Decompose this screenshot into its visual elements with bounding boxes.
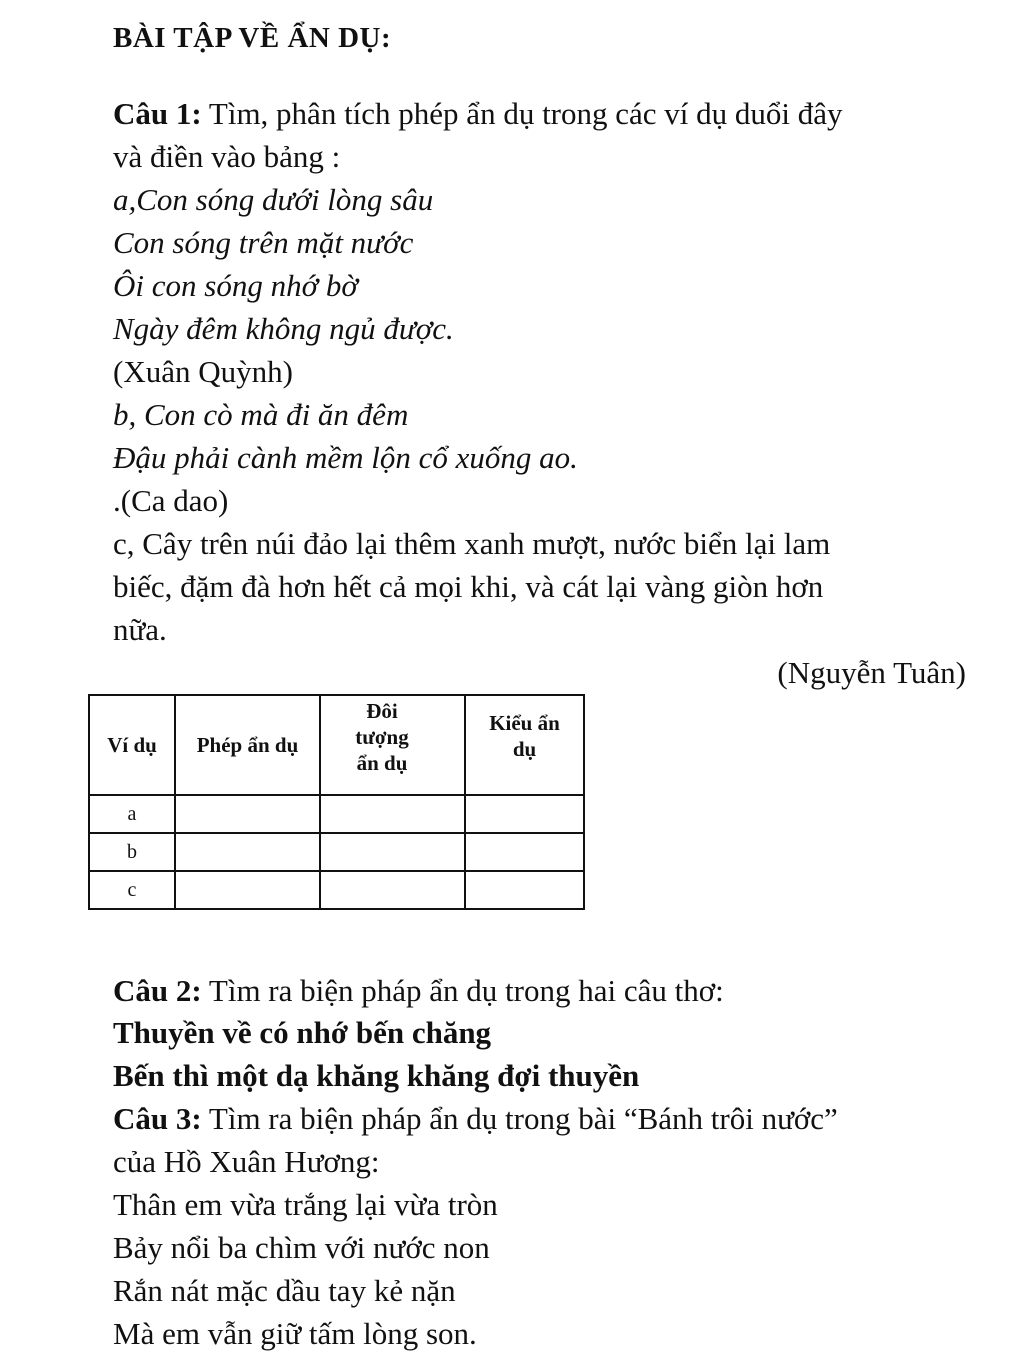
table-cell	[465, 871, 584, 909]
question-3-text: Tìm ra biện pháp ẩn dụ trong bài “Bánh trôi nước”	[201, 1101, 838, 1136]
table-cell: c	[89, 871, 175, 909]
example-c-author: (Nguyễn Tuân)	[777, 655, 966, 690]
question-2-poem-line-1: Thuyền về có nhớ bến chăng	[113, 1015, 492, 1050]
table-header-object-text: Đôi tượng ẩn dụ	[355, 699, 409, 775]
answer-table	[88, 694, 585, 910]
table-cell	[175, 795, 320, 833]
example-c-line-1: c, Cây trên núi đảo lại thêm xanh mượt, nước biển lại lam	[113, 526, 831, 561]
question-3-poem-line-4: Mà em vẫn giữ tấm lòng son.	[113, 1316, 477, 1351]
example-b-line-2: Đậu phải cành mềm lộn cổ xuống ao.	[113, 440, 578, 475]
table-header-type-text: Kiểu ẩn dụ	[489, 711, 560, 761]
example-a-line-2: Con sóng trên mặt nước	[113, 225, 414, 260]
table-cell: a	[89, 795, 175, 833]
question-2-label: Câu 2:	[113, 973, 202, 1008]
question-3-line-2: của Hồ Xuân Hương:	[113, 1144, 380, 1179]
question-2-line	[113, 973, 724, 1009]
table-row	[89, 833, 584, 871]
table-header-example: Ví dụ	[89, 695, 175, 795]
table-header-object	[320, 695, 465, 795]
question-3-line-1	[113, 1101, 838, 1137]
example-c-line-2: biếc, đặm đà hơn hết cả mọi khi, và cát lại vàng giòn hơn	[113, 569, 824, 604]
example-a-author: (Xuân Quỳnh)	[113, 354, 293, 389]
table-row	[89, 871, 584, 909]
question-1-line-2: và điền vào bảng :	[113, 139, 341, 174]
table-cell	[175, 871, 320, 909]
question-2-text: Tìm ra biện pháp ẩn dụ trong hai câu thơ:	[201, 973, 724, 1008]
table-header-row	[89, 695, 584, 795]
table-cell	[320, 871, 465, 909]
question-2-poem-line-2: Bến thì một dạ khăng khăng đợi thuyền	[113, 1058, 640, 1093]
example-a-line-4: Ngày đêm không ngủ được.	[113, 311, 454, 346]
question-1-line-1	[113, 96, 843, 132]
question-3-poem-line-2: Bảy nổi ba chìm với nước non	[113, 1230, 490, 1265]
question-1-label: Câu 1:	[113, 96, 202, 131]
table-row	[89, 795, 584, 833]
table-cell	[465, 833, 584, 871]
table-cell	[465, 795, 584, 833]
question-3-label: Câu 3:	[113, 1101, 202, 1136]
example-a-line-3: Ôi con sóng nhớ bờ	[113, 268, 358, 303]
table-cell	[320, 795, 465, 833]
question-3-poem-line-1: Thân em vừa trắng lại vừa tròn	[113, 1187, 498, 1222]
table-header-metaphor: Phép ẩn dụ	[175, 695, 320, 795]
page-title: BÀI TẬP VỀ ẨN DỤ:	[113, 22, 392, 54]
question-1-text: Tìm, phân tích phép ẩn dụ trong các ví dụ duổi đây	[201, 96, 843, 131]
table-cell: b	[89, 833, 175, 871]
example-b-line-1: b, Con cò mà đi ăn đêm	[113, 397, 409, 432]
table-header-type	[465, 695, 584, 795]
table-cell	[320, 833, 465, 871]
table-cell	[175, 833, 320, 871]
example-b-source: .(Ca dao)	[113, 483, 229, 518]
question-3-poem-line-3: Rắn nát mặc dầu tay kẻ nặn	[113, 1273, 456, 1308]
example-a-line-1: a,Con sóng dưới lòng sâu	[113, 182, 434, 217]
example-c-line-3: nữa.	[113, 612, 167, 647]
